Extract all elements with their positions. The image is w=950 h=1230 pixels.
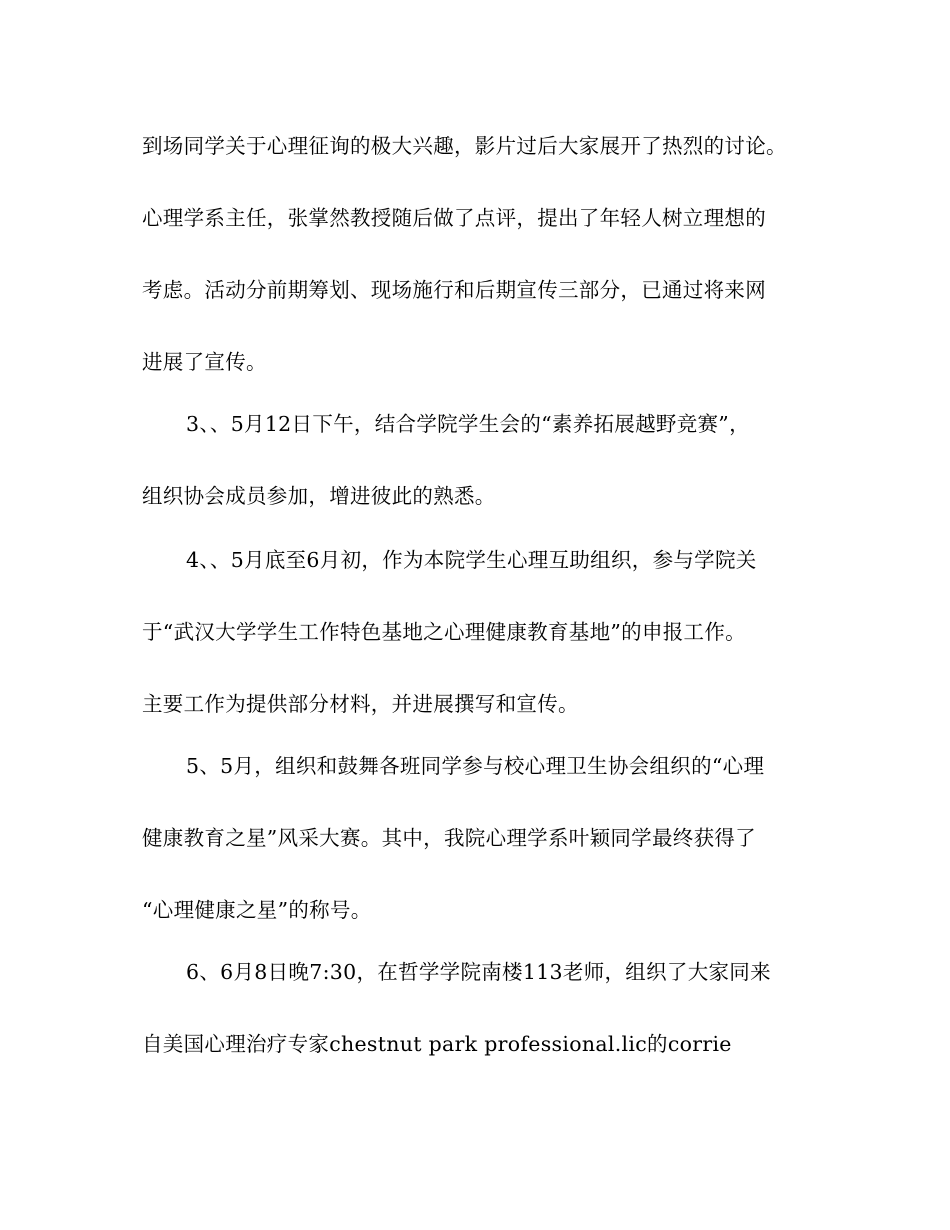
paragraph-4-line-2: 于“武汉大学学生工作特色基地之心理健康教育基地”的申报工作。 xyxy=(142,620,746,644)
paragraph-5-line-2: 健康教育之星”风采大赛。其中，我院心理学系叶颖同学最终获得了 xyxy=(142,826,756,850)
text-line-1: 到场同学关于心理征询的极大兴趣，影片过后大家展开了热烈的讨论。 xyxy=(142,134,787,158)
paragraph-4-line-1: 4、、5月底至6月初，作为本院学生心理互助组织，参与学院关 xyxy=(186,548,757,572)
paragraph-4-line-3: 主要工作为提供部分材料，并进展撰写和宣传。 xyxy=(142,692,579,716)
text-line-4: 进展了宣传。 xyxy=(142,350,267,374)
text-line-3: 考虑。活动分前期筹划、现场施行和后期宣传三部分，已通过将来网 xyxy=(142,278,766,302)
paragraph-5-line-1: 5、5月，组织和鼓舞各班同学参与校心理卫生协会组织的“心理 xyxy=(186,754,765,778)
paragraph-6-line-2: 自美国心理治疗专家chestnut park professional.lic的corrie xyxy=(142,1032,732,1056)
paragraph-3-line-2: 组织协会成员参加，增进彼此的熟悉。 xyxy=(142,484,496,508)
paragraph-6-line-1: 6、6月8日晚7:30，在哲学学院南楼113老师，组织了大家同来 xyxy=(186,960,771,984)
text-line-2: 心理学系主任，张掌然教授随后做了点评，提出了年轻人树立理想的 xyxy=(142,206,766,230)
paragraph-5-line-3: “心理健康之星”的称号。 xyxy=(142,898,372,922)
paragraph-3-line-1: 3、、5月12日下午，结合学院学生会的“素养拓展越野竞赛”， xyxy=(186,412,750,436)
